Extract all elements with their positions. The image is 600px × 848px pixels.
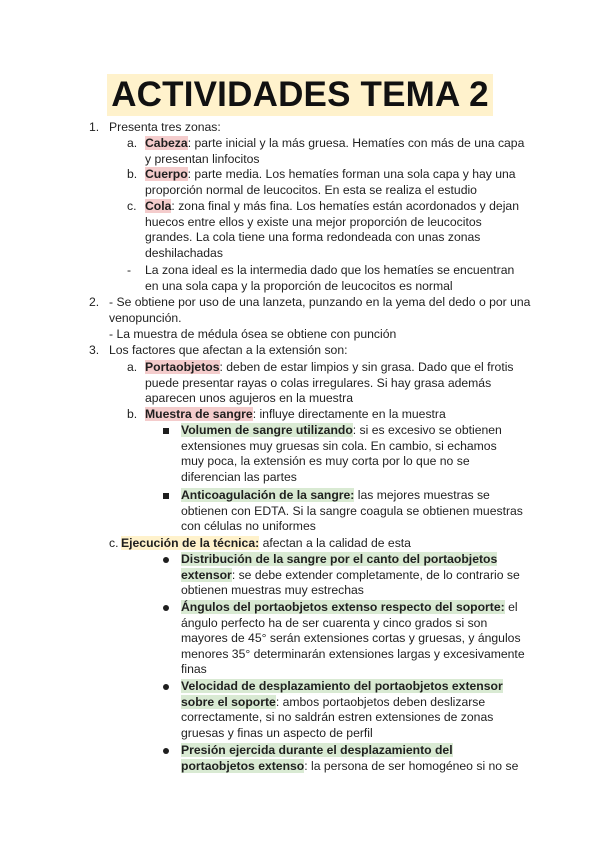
item-3a: Portaobjetos: deben de estar limpios y sin grasa. Dado que el frotis [145,360,514,374]
term-portaobjetos: Portaobjetos [145,360,220,374]
item-1a: Cabeza: parte inicial y la más gruesa. Hematíes con más de una capa [145,136,525,150]
square-bullet-icon [163,493,169,499]
list-number-2: 2. [89,295,100,309]
subitem-velocidad: Velocidad de desplazamiento del portaobjetos extensor [181,679,503,693]
section-3-intro: Los factores que afectan a la extensión son: [109,343,348,357]
item-3b: Muestra de sangre: influye directamente en la muestra [145,407,446,421]
item-marker-3a: a. [127,360,138,374]
list-number-1: 1. [89,120,100,134]
round-bullet-icon [163,557,169,563]
item-3c: Ejecución de la técnica: afectan a la calidad de esta [121,536,411,550]
document-page: ACTIVIDADES TEMA 2 1. Presenta tres zonas: a. Cabeza: parte inicial y la más gruesa. Hematíes con más de una capa y presentan linfocitos b. Cuerpo: parte media. Los hematíes forman una sola capa y hay una proporción normal de leucocitos. En esta se realiza el estudio c. Cola: zona final y más fina. Los hematíes están acordonados y dejan huecos entre ellos y existe una mejor proporción de leucocitos grandes. La cola tiene una forma redondeada con unas zonas deshilachadas - La zona ideal es la intermedia dado que los hematíes se encuentran en una sola capa y la proporción de leucocitos es normal 2. - Se obtiene por uso de una lanzeta, punzando en la yema del dedo o por una venopunción. - La muestra de médula ósea se obtiene con punción 3. Los factores que afectan a la extensión son: a. Portaobjetos: deben de estar limpios y sin grasa. Dado que el frotis puede presentar rayas o colas irregulares. Si hay grasa además aparecen unos agujeros en la muestra b. Muestra de sangre: influye directamente en la muestra Volumen de sangre utilizando: si es excesivo se obtienen extensiones muy gruesas sin cola. En cambio, si echamos muy poca, la extensión es muy corta por lo que no se diferencian las partes Anticoagulación de la sangre: las mejores muestras se obtienen con EDTA. Si la sangre coagula se obtienen muestras con células no uniformes c. Ejecución de la técnica: afectan a la calidad de esta Distribución de la sangre por el canto del portaobjetos extensor: se debe extender completamente, de lo contrario se obtienen muestras muy estrechas Ángulos del portaobjetos extenso respecto del soporte: el ángulo perfecto ha de ser cuarenta y cinco grados si son mayores de 45° serán extensiones cortas y gruesas, y ángulos menores 35° determinarán extensiones largas y excesivamente finas Velocidad de desplazamiento del portaobjetos extensor sobre el soporte: ambos portaobjetos deben deslizarse correctamente, si no saldrán estren extensiones de zonas gruesas y finas un aspecto de perfil Presión ejercida durante el desplazamiento del portaobjetos extenso: la persona de ser homogéneo si no se [89,75,531,773]
item-marker-3c: c. [109,536,119,550]
page-title: ACTIVIDADES TEMA 2 [107,74,493,116]
term-cola: Cola [145,199,172,213]
item-marker-1a: a. [127,136,138,150]
subitem-anticoagulacion: Anticoagulación de la sangre: las mejores muestras se [181,488,490,502]
subitem-presion: Presión ejercida durante el desplazamiento del [181,743,453,757]
term-muestra-de-sangre: Muestra de sangre [145,407,253,421]
term-cuerpo: Cuerpo [145,167,188,181]
round-bullet-icon [163,684,169,690]
subitem-angulos: Ángulos del portaobjetos extenso respecto del soporte: el [181,600,518,614]
item-marker-1c: c. [127,199,137,213]
item-marker-1d: - [127,263,132,277]
square-bullet-icon [163,428,169,434]
section-1-intro: Presenta tres zonas: [109,120,221,134]
item-marker-1b: b. [127,167,138,181]
list-number-3: 3. [89,343,100,357]
subitem-volumen: Volumen de sangre utilizando: si es excesivo se obtienen [181,423,502,437]
item-marker-3b: b. [127,407,138,421]
term-cabeza: Cabeza [145,136,188,150]
section-2-line-1: - Se obtiene por uso de una lanzeta, punzando en la yema del dedo o por una [109,295,531,309]
round-bullet-icon [163,605,169,611]
subitem-distribucion: Distribución de la sangre por el canto del portaobjetos [181,552,498,566]
section-2-line-3: - La muestra de médula ósea se obtiene con punción [109,327,397,341]
round-bullet-icon [163,748,169,754]
item-1d: La zona ideal es la intermedia dado que los hematíes se encuentran [145,263,515,277]
term-ejecucion: Ejecución de la técnica: [121,536,260,550]
item-1b: Cuerpo: parte media. Los hematíes forman una sola capa y hay una [145,167,516,181]
item-1c: Cola: zona final y más fina. Los hematíes están acordonados y dejan [145,199,519,213]
